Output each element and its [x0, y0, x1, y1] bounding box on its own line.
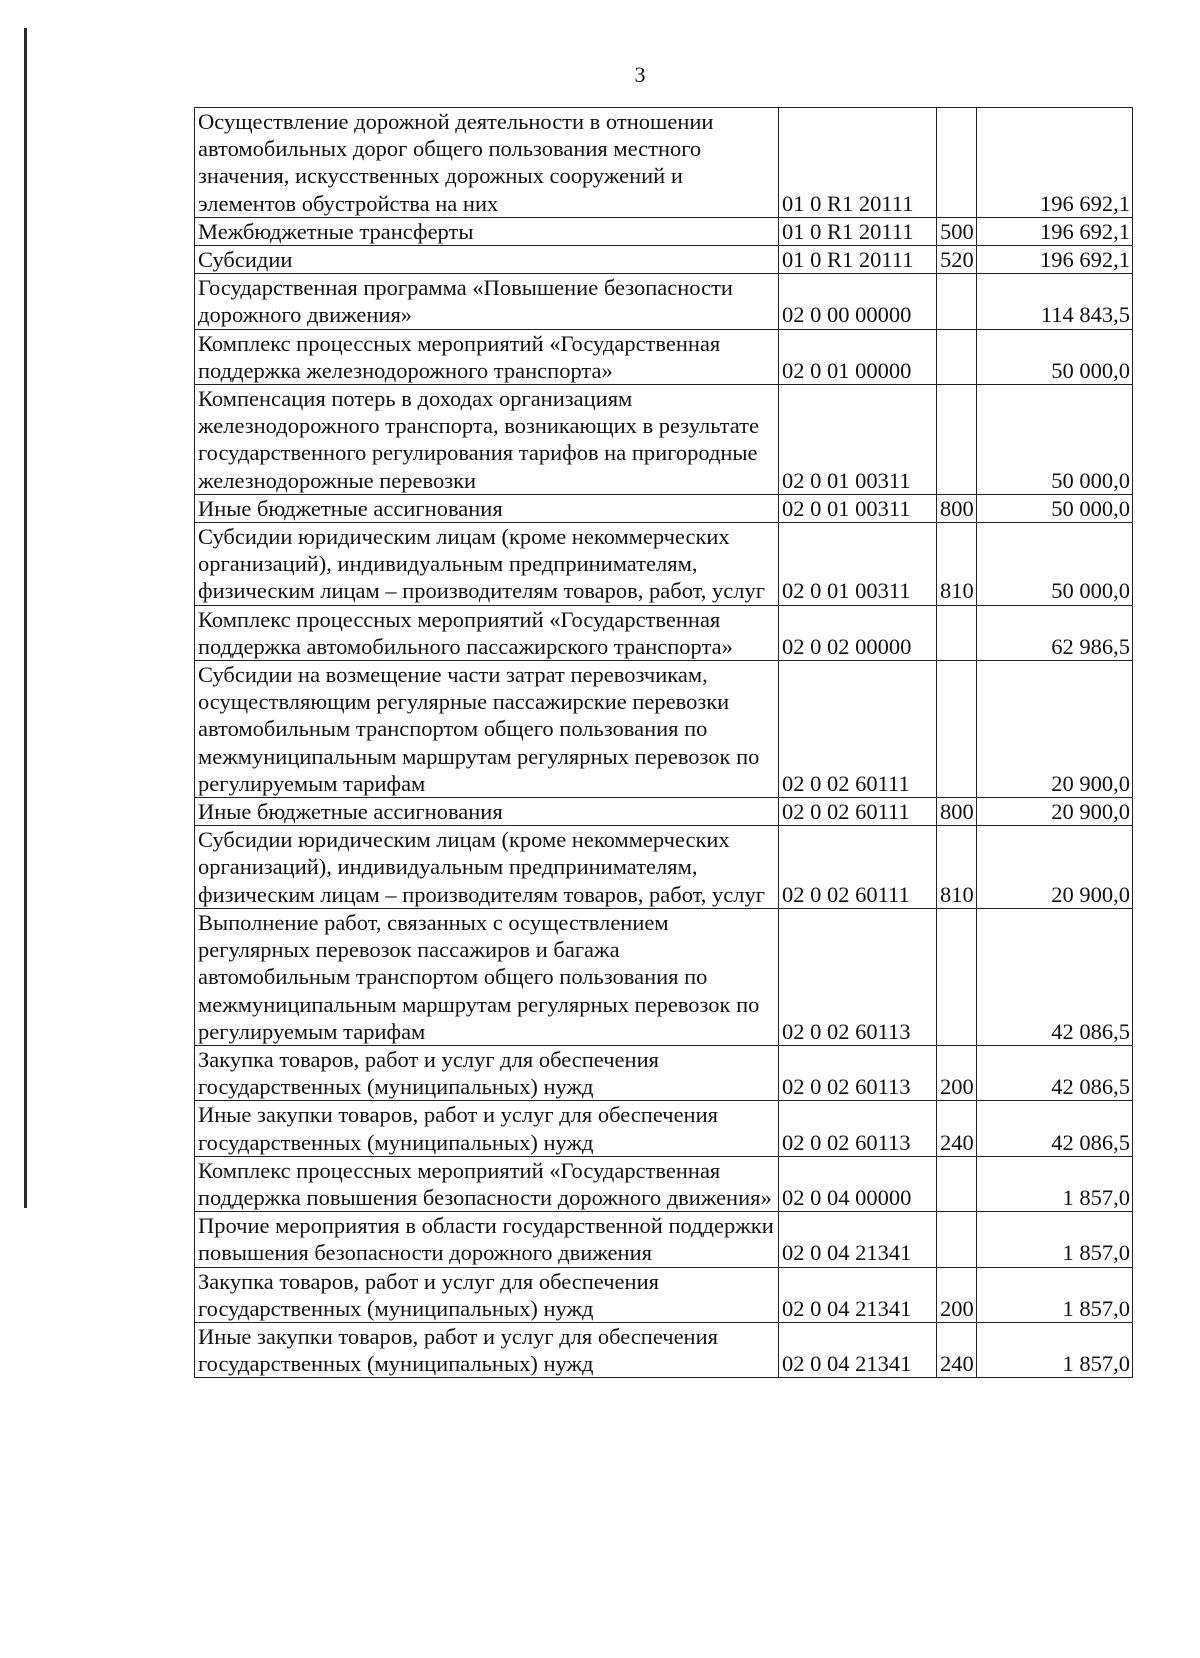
row-code-cell: 02 0 04 21341 [779, 1322, 937, 1377]
row-expense-type-cell [937, 1212, 977, 1267]
table-row [195, 523, 1133, 606]
table-row [195, 1322, 1133, 1377]
table-row [195, 1045, 1133, 1100]
row-sum-cell: 50 000,0 [977, 385, 1133, 495]
row-name-cell: Иные бюджетные ассигнования [195, 798, 779, 826]
row-name-cell: Компенсация потерь в доходах организациям железнодорожного транспорта, возникающих в результате государственного регулирования тарифов на пригородные железнодорожные перевозки [195, 385, 779, 495]
row-name-cell: Выполнение работ, связанных с осуществлением регулярных перевозок пассажиров и багажа автомобильным транспортом общего пользования по межмуниципальным маршрутам регулярных перевозок по регулируемым тарифам [195, 908, 779, 1045]
row-expense-type-cell [937, 661, 977, 798]
table-row [195, 661, 1133, 798]
table-row [195, 217, 1133, 245]
row-code-cell: 02 0 01 00311 [779, 385, 937, 495]
table-row [195, 274, 1133, 329]
row-sum-cell: 50 000,0 [977, 329, 1133, 384]
table-row [195, 329, 1133, 384]
row-expense-type-cell [937, 108, 977, 218]
table-row [195, 246, 1133, 274]
row-expense-type-cell: 810 [937, 523, 977, 606]
row-sum-cell: 50 000,0 [977, 494, 1133, 522]
row-code-cell: 02 0 02 00000 [779, 605, 937, 660]
row-sum-cell: 196 692,1 [977, 108, 1133, 218]
row-name-cell: Комплекс процессных мероприятий «Государственная поддержка повышения безопасности дорожного движения» [195, 1156, 779, 1211]
row-name-cell: Межбюджетные трансферты [195, 217, 779, 245]
table-row [195, 1156, 1133, 1211]
row-code-cell: 02 0 01 00311 [779, 523, 937, 606]
row-name-cell: Субсидии на возмещение части затрат перевозчикам, осуществляющим регулярные пассажирские перевозки автомобильным транспортом общего пользования по межмуниципальным маршрутам регулярных перевозок по регулируемым тарифам [195, 661, 779, 798]
row-name-cell: Комплекс процессных мероприятий «Государственная поддержка автомобильного пассажирского транспорта» [195, 605, 779, 660]
row-sum-cell: 1 857,0 [977, 1156, 1133, 1211]
row-expense-type-cell [937, 274, 977, 329]
row-sum-cell: 1 857,0 [977, 1322, 1133, 1377]
row-name-cell: Иные бюджетные ассигнования [195, 494, 779, 522]
table-row [195, 908, 1133, 1045]
row-name-cell: Иные закупки товаров, работ и услуг для обеспечения государственных (муниципальных) нужд [195, 1322, 779, 1377]
table-row [195, 494, 1133, 522]
row-sum-cell: 42 086,5 [977, 1045, 1133, 1100]
row-sum-cell: 42 086,5 [977, 908, 1133, 1045]
row-code-cell: 01 0 R1 20111 [779, 217, 937, 245]
budget-table-body [195, 108, 1133, 1378]
row-expense-type-cell [937, 1156, 977, 1211]
table-row [195, 385, 1133, 495]
row-name-cell: Закупка товаров, работ и услуг для обеспечения государственных (муниципальных) нужд [195, 1045, 779, 1100]
row-name-cell: Иные закупки товаров, работ и услуг для обеспечения государственных (муниципальных) нужд [195, 1101, 779, 1156]
row-expense-type-cell: 240 [937, 1322, 977, 1377]
row-code-cell: 02 0 02 60111 [779, 661, 937, 798]
row-name-cell: Субсидии юридическим лицам (кроме некоммерческих организаций), индивидуальным предпринимателям, физическим лицам – производителям товаров, работ, услуг [195, 523, 779, 606]
row-sum-cell: 20 900,0 [977, 826, 1133, 909]
row-name-cell: Прочие мероприятия в области государственной поддержки повышения безопасности дорожного движения [195, 1212, 779, 1267]
row-sum-cell: 42 086,5 [977, 1101, 1133, 1156]
row-code-cell: 02 0 02 60113 [779, 908, 937, 1045]
row-expense-type-cell: 200 [937, 1045, 977, 1100]
row-sum-cell: 196 692,1 [977, 246, 1133, 274]
row-name-cell: Субсидии юридическим лицам (кроме некоммерческих организаций), индивидуальным предпринимателям, физическим лицам – производителям товаров, работ, услуг [195, 826, 779, 909]
table-row [195, 1212, 1133, 1267]
row-sum-cell: 20 900,0 [977, 661, 1133, 798]
row-sum-cell: 62 986,5 [977, 605, 1133, 660]
left-margin-line [24, 28, 27, 1208]
page-number: 3 [634, 62, 646, 87]
row-name-cell: Государственная программа «Повышение безопасности дорожного движения» [195, 274, 779, 329]
table-row [195, 108, 1133, 218]
row-expense-type-cell: 500 [937, 217, 977, 245]
row-name-cell: Комплекс процессных мероприятий «Государственная поддержка железнодорожного транспорта» [195, 329, 779, 384]
row-expense-type-cell: 200 [937, 1267, 977, 1322]
row-code-cell: 02 0 02 60111 [779, 798, 937, 826]
table-row [195, 826, 1133, 909]
row-expense-type-cell [937, 908, 977, 1045]
table-row [195, 798, 1133, 826]
row-name-cell: Субсидии [195, 246, 779, 274]
row-code-cell: 02 0 04 21341 [779, 1267, 937, 1322]
row-code-cell: 01 0 R1 20111 [779, 108, 937, 218]
row-sum-cell: 1 857,0 [977, 1267, 1133, 1322]
row-expense-type-cell [937, 605, 977, 660]
row-code-cell: 02 0 00 00000 [779, 274, 937, 329]
table-row [195, 1267, 1133, 1322]
row-expense-type-cell [937, 385, 977, 495]
row-code-cell: 01 0 R1 20111 [779, 246, 937, 274]
row-expense-type-cell: 810 [937, 826, 977, 909]
budget-table [194, 107, 1133, 1378]
row-expense-type-cell: 520 [937, 246, 977, 274]
row-code-cell: 02 0 02 60111 [779, 826, 937, 909]
row-sum-cell: 1 857,0 [977, 1212, 1133, 1267]
table-row [195, 605, 1133, 660]
row-code-cell: 02 0 04 00000 [779, 1156, 937, 1211]
row-expense-type-cell: 800 [937, 798, 977, 826]
row-code-cell: 02 0 04 21341 [779, 1212, 937, 1267]
row-name-cell: Осуществление дорожной деятельности в отношении автомобильных дорог общего пользования местного значения, искусственных дорожных сооружений и элементов обустройства на них [195, 108, 779, 218]
row-code-cell: 02 0 02 60113 [779, 1101, 937, 1156]
row-sum-cell: 20 900,0 [977, 798, 1133, 826]
row-expense-type-cell: 240 [937, 1101, 977, 1156]
row-name-cell: Закупка товаров, работ и услуг для обеспечения государственных (муниципальных) нужд [195, 1267, 779, 1322]
row-code-cell: 02 0 01 00311 [779, 494, 937, 522]
row-code-cell: 02 0 02 60113 [779, 1045, 937, 1100]
row-sum-cell: 114 843,5 [977, 274, 1133, 329]
row-sum-cell: 196 692,1 [977, 217, 1133, 245]
row-sum-cell: 50 000,0 [977, 523, 1133, 606]
row-expense-type-cell: 800 [937, 494, 977, 522]
row-expense-type-cell [937, 329, 977, 384]
row-code-cell: 02 0 01 00000 [779, 329, 937, 384]
table-row [195, 1101, 1133, 1156]
